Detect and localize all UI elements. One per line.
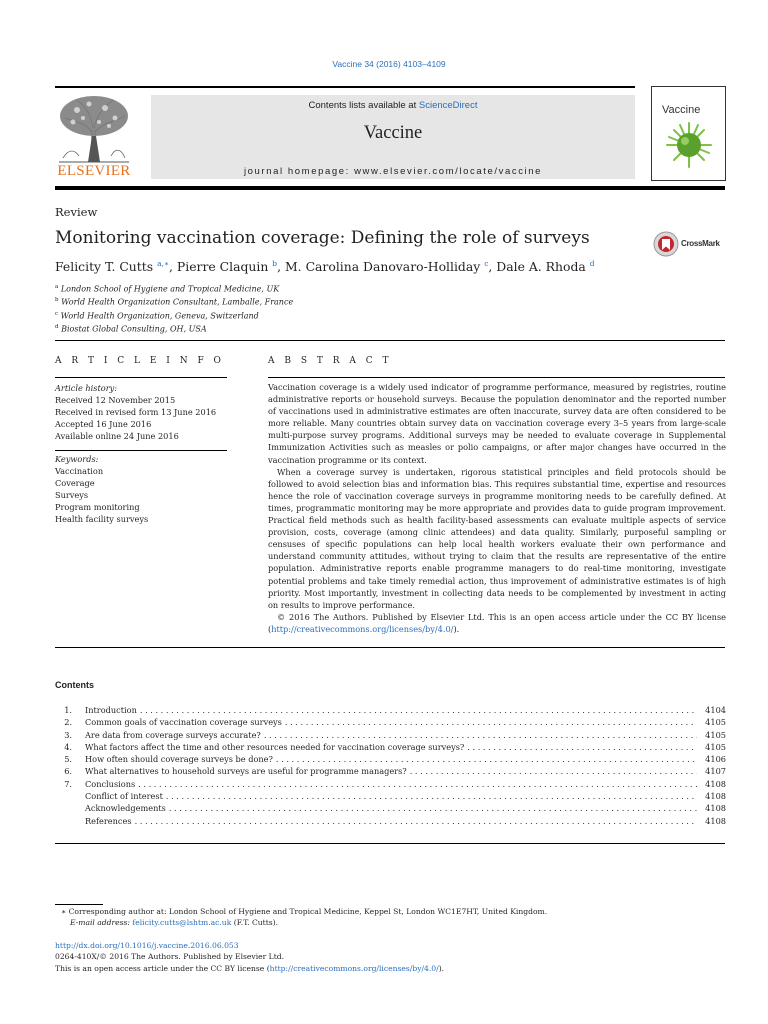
cover-title: Vaccine <box>662 104 701 116</box>
copyright-statement <box>268 611 726 635</box>
toc-title[interactable]: Conclusions <box>85 778 136 789</box>
affiliation-text: World Health Organization, Geneva, Switzerland <box>60 311 259 321</box>
contents-heading: Contents <box>55 680 94 690</box>
toc-entry[interactable] <box>55 815 726 827</box>
affiliation <box>55 295 293 308</box>
toc-leader-dots <box>135 815 697 827</box>
abstract-body <box>268 381 726 635</box>
affiliation-mark: c <box>55 310 59 317</box>
toc-title[interactable]: Introduction <box>85 705 137 715</box>
email-link[interactable]: felicity.cutts@lshtm.ac.uk <box>132 918 232 928</box>
table-of-contents <box>55 704 726 827</box>
affiliation-text: World Health Organization Consultant, Lamballe, France <box>61 297 294 307</box>
history-accepted: Accepted 16 June 2016 <box>55 419 152 430</box>
journal-homepage[interactable]: journal homepage: www.elsevier.com/locate/vaccine <box>243 166 543 177</box>
toc-page: 4108 <box>705 803 726 814</box>
toc-title[interactable]: Conflict of interest <box>85 791 163 802</box>
crossmark-label: CrossMark <box>681 239 720 248</box>
doi-link[interactable]: http://dx.doi.org/10.1016/j.vaccine.2016.06.053 <box>55 941 239 950</box>
author-name[interactable]: Dale A. Rhoda <box>496 259 586 274</box>
email-label: E-mail address: <box>70 918 130 928</box>
header-bottom-rule <box>55 186 725 190</box>
toc-entry[interactable] <box>55 729 726 741</box>
toc-title[interactable]: Acknowledgements <box>85 803 166 814</box>
toc-number: 2. <box>64 717 72 728</box>
affiliation <box>55 309 293 322</box>
keyword: Coverage <box>55 478 95 489</box>
toc-leader-dots <box>410 765 697 777</box>
toc-entry[interactable] <box>55 753 726 765</box>
article-info-heading: A R T I C L E I N F O <box>55 356 225 366</box>
journal-citation-link[interactable]: Vaccine 34 (2016) 4103–4109 <box>332 59 446 69</box>
author-separator: , <box>277 259 285 274</box>
article-type: Review <box>55 205 98 219</box>
journal-cover <box>651 86 726 181</box>
elsevier-tree-icon <box>55 92 133 164</box>
keyword: Vaccination <box>55 466 104 477</box>
toc-entry[interactable] <box>55 778 726 790</box>
elsevier-logo <box>55 92 133 180</box>
toc-entry[interactable] <box>55 790 726 802</box>
abstract-heading: A B S T R A C T <box>268 356 392 366</box>
toc-leader-dots <box>285 716 697 728</box>
divider <box>55 450 227 451</box>
toc-number: 4. <box>64 741 72 752</box>
toc-page: 4108 <box>705 791 726 802</box>
corresponding-author-note <box>55 906 726 929</box>
divider <box>55 843 725 844</box>
affiliation <box>55 282 293 295</box>
history-revised: Received in revised form 13 June 2016 <box>55 407 217 418</box>
toc-number: 6. <box>64 766 72 777</box>
toc-entry[interactable] <box>55 802 726 814</box>
keyword: Health facility surveys <box>55 514 149 525</box>
article-history <box>55 382 227 442</box>
toc-title[interactable]: Are data from coverage surveys accurate? <box>85 729 261 740</box>
footer-license-text: This is an open access article under the CC BY license ( <box>55 963 270 973</box>
toc-leader-dots <box>276 753 697 765</box>
toc-entry[interactable] <box>55 704 726 716</box>
history-online: Available online 24 June 2016 <box>55 431 179 442</box>
toc-title[interactable]: References <box>85 815 132 826</box>
footnote-mark: ∗ <box>61 907 67 916</box>
footer-license <box>55 963 726 974</box>
toc-leader-dots <box>140 704 697 716</box>
elsevier-wordmark: ELSEVIER <box>57 163 131 179</box>
footer-license-end: ). <box>438 963 445 973</box>
toc-entry[interactable] <box>55 765 726 777</box>
toc-leader-dots <box>467 741 697 753</box>
toc-leader-dots <box>264 729 697 741</box>
footnote-text: Corresponding author at: London School of Hygiene and Tropical Medicine, Keppel St, London WC1E7HT, United Kingdom. <box>68 907 548 916</box>
email-suffix: (F.T. Cutts). <box>233 918 279 928</box>
author-list <box>55 259 595 274</box>
author-name[interactable]: Pierre Claquin <box>176 259 269 274</box>
history-label: Article history: <box>55 383 117 393</box>
toc-entry[interactable] <box>55 741 726 753</box>
crossmark-badge[interactable] <box>653 231 729 257</box>
abstract-paragraph: Vaccination coverage is a widely used indicator of programme performance, measured by registries, routine administrative reports or household surveys. Because the population denominator and the reported number of vaccinations used in administrative estimates are often inaccurate, survey data are often considered to be more reliable. Many countries obtain survey data on vaccination coverage every 3–5 years from large-scale multi-purpose survey programs. Additional surveys may be needed to evaluate coverage in Supplemental Immunization Activities such as measles or polio campaigns, or after major changes have occurred in the vaccination programme or its context. <box>268 382 726 465</box>
sciencedirect-link[interactable]: ScienceDirect <box>418 100 478 111</box>
keyword: Surveys <box>55 490 89 501</box>
contents-availability <box>151 100 635 111</box>
divider <box>55 647 725 648</box>
toc-title[interactable]: How often should coverage surveys be done? <box>85 754 273 765</box>
keywords-label: Keywords: <box>55 454 99 464</box>
issn-line: 0264-410X/© 2016 The Authors. Published by Elsevier Ltd. <box>55 952 285 962</box>
keyword: Program monitoring <box>55 502 140 513</box>
author-affiliation-mark[interactable]: b <box>272 259 278 268</box>
affiliation-mark: b <box>55 297 59 304</box>
toc-page: 4105 <box>705 717 726 728</box>
author-name[interactable]: Felicity T. Cutts <box>55 259 154 274</box>
affiliation <box>55 322 293 335</box>
toc-title[interactable]: What factors affect the time and other resources needed for vaccination coverage surveys? <box>85 741 465 752</box>
toc-title[interactable]: What alternatives to household surveys are useful for programme managers? <box>85 766 407 777</box>
affiliation-text: Biostat Global Consulting, OH, USA <box>61 324 207 334</box>
copyright-text: © 2016 The Authors. Published by Elsevier Ltd. This is an open access article under the CC BY license ( <box>268 611 726 634</box>
header-top-rule <box>55 86 635 88</box>
article-title: Monitoring vaccination coverage: Defining the role of surveys <box>55 228 590 248</box>
toc-page: 4108 <box>705 815 726 826</box>
journal-masthead <box>151 95 635 179</box>
license-link[interactable]: http://creativecommons.org/licenses/by/4.0/ <box>271 623 454 634</box>
abstract-paragraph: When a coverage survey is undertaken, rigorous statistical principles and field protocols should be followed to avoid selection bias and information bias. This requires substantial time, expertise and resources hence the role of vaccination coverage surveys in programme monitoring needs to be carefully defined. At times, programmatic monitoring may be more appropriate and provides data to guide program improvement. Practical field methods such as health facility-based assessments can evaluate multiple aspects of service provision, costs, coverage (among clinic attendees) and data quality. Similarly, purposeful sampling or censuses of specific populations can help local health workers evaluate their own performance and understand community attitudes, without trying to claim that the results are representative of the entire population. Administrative reports enable programme managers to do real-time monitoring, investigate potential problems and take timely remedial action, thus improvement of administrative estimates is of high priority. Most importantly, investment in collecting data needs to be complemented by investment in acting on results to improve performance. <box>268 466 726 610</box>
divider <box>268 377 725 378</box>
divider <box>55 377 227 378</box>
affiliation-list <box>55 282 293 335</box>
toc-page: 4105 <box>705 729 726 740</box>
toc-page: 4105 <box>705 741 726 752</box>
toc-page: 4107 <box>705 766 726 777</box>
footnote-rule <box>55 904 103 905</box>
affiliation-mark: d <box>55 323 59 330</box>
author-affiliation-mark[interactable]: d <box>589 259 595 268</box>
toc-entry[interactable] <box>55 716 726 728</box>
toc-number: 5. <box>64 754 72 765</box>
copyright-end: ). <box>453 623 460 634</box>
toc-title[interactable]: Common goals of vaccination coverage surveys <box>85 717 282 728</box>
toc-leader-dots <box>169 802 697 814</box>
author-name[interactable]: M. Carolina Danovaro-Holliday <box>285 259 481 274</box>
author-affiliation-mark[interactable]: c <box>484 259 489 268</box>
divider <box>55 340 725 341</box>
toc-page: 4108 <box>705 778 726 789</box>
keywords <box>55 453 227 526</box>
author-separator: , <box>488 259 497 274</box>
toc-leader-dots <box>166 790 697 802</box>
affiliation-mark: a <box>55 284 59 290</box>
crossmark-icon <box>653 231 679 257</box>
toc-number: 1. <box>64 705 72 715</box>
toc-number: 3. <box>64 729 72 740</box>
toc-page: 4104 <box>705 705 726 715</box>
author-affiliation-mark[interactable]: a,∗ <box>157 259 170 268</box>
author-separator: , <box>169 259 177 274</box>
virus-icon <box>652 87 725 180</box>
footer-license-link[interactable]: http://creativecommons.org/licenses/by/4.0/ <box>269 963 439 973</box>
affiliation-text: London School of Hygiene and Tropical Medicine, UK <box>60 284 280 294</box>
toc-leader-dots <box>138 778 697 790</box>
toc-page: 4106 <box>705 754 726 765</box>
history-received: Received 12 November 2015 <box>55 395 176 406</box>
toc-number: 7. <box>64 778 72 789</box>
contents-prefix: Contents lists available at <box>308 100 419 111</box>
journal-title: Vaccine <box>363 123 423 143</box>
article-footer <box>55 940 726 974</box>
